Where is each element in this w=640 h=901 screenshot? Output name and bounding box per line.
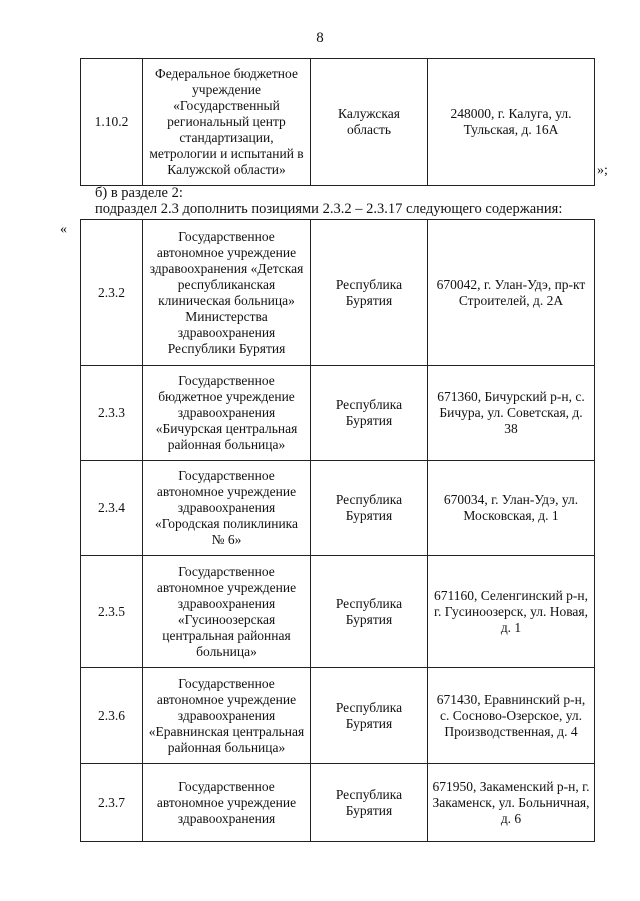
region: Республика Бурятия	[311, 220, 428, 366]
amendment-line-2: подраздел 2.3 дополнить позициями 2.3.2 – 2.3.17 следующего содержания:	[95, 201, 563, 217]
row-number: 2.3.2	[81, 220, 143, 366]
table-row	[81, 668, 595, 764]
address: 670034, г. Улан-Удэ, ул. Московская, д. 1	[428, 461, 595, 556]
top-table	[80, 58, 595, 186]
region: Республика Бурятия	[311, 461, 428, 556]
region: Республика Бурятия	[311, 764, 428, 842]
address: 248000, г. Калуга, ул. Тульская, д. 16А	[428, 59, 595, 186]
organization-name: Государственное автономное учреждение здравоохранения «Гусиноозерская центральная районная больница»	[143, 556, 311, 668]
row-number: 2.3.6	[81, 668, 143, 764]
row-number: 2.3.4	[81, 461, 143, 556]
table-row	[81, 764, 595, 842]
row-number: 2.3.5	[81, 556, 143, 668]
address: 671950, Закаменский р-н, г. Закаменск, ул. Больничная, д. 6	[428, 764, 595, 842]
main-table	[80, 219, 595, 842]
organization-name: Государственное бюджетное учреждение здравоохранения «Бичурская центральная районная больница»	[143, 366, 311, 461]
opening-quote: «	[60, 222, 67, 237]
address: 671430, Еравнинский р-н, с. Сосново-Озерское, ул. Производственная, д. 4	[428, 668, 595, 764]
region: Республика Бурятия	[311, 668, 428, 764]
organization-name: Государственное автономное учреждение здравоохранения «Городская поликлиника № 6»	[143, 461, 311, 556]
region: Республика Бурятия	[311, 556, 428, 668]
region: Республика Бурятия	[311, 366, 428, 461]
table-row	[81, 461, 595, 556]
table-row	[81, 220, 595, 366]
closing-quote: »;	[597, 163, 608, 178]
organization-name: Государственное автономное учреждение здравоохранения «Детская республиканская клиническая больница» Министерства здравоохранения Республики Бурятия	[143, 220, 311, 366]
row-number: 2.3.3	[81, 366, 143, 461]
amendment-line-1: б) в разделе 2:	[95, 185, 183, 201]
page-number: 8	[316, 30, 324, 46]
organization-name: Федеральное бюджетное учреждение «Государственный региональный центр стандартизации, метрологии и испытаний в Калужской области»	[143, 59, 311, 186]
address: 670042, г. Улан-Удэ, пр-кт Строителей, д. 2А	[428, 220, 595, 366]
organization-name: Государственное автономное учреждение здравоохранения	[143, 764, 311, 842]
table-row	[81, 366, 595, 461]
address: 671360, Бичурский р-н, с. Бичура, ул. Советская, д. 38	[428, 366, 595, 461]
row-number: 1.10.2	[81, 59, 143, 186]
region: Калужская область	[311, 59, 428, 186]
table-row	[81, 556, 595, 668]
address: 671160, Селенгинский р-н, г. Гусиноозерск, ул. Новая, д. 1	[428, 556, 595, 668]
row-number: 2.3.7	[81, 764, 143, 842]
table-row	[81, 59, 595, 186]
organization-name: Государственное автономное учреждение здравоохранения «Еравнинская центральная районная больница»	[143, 668, 311, 764]
